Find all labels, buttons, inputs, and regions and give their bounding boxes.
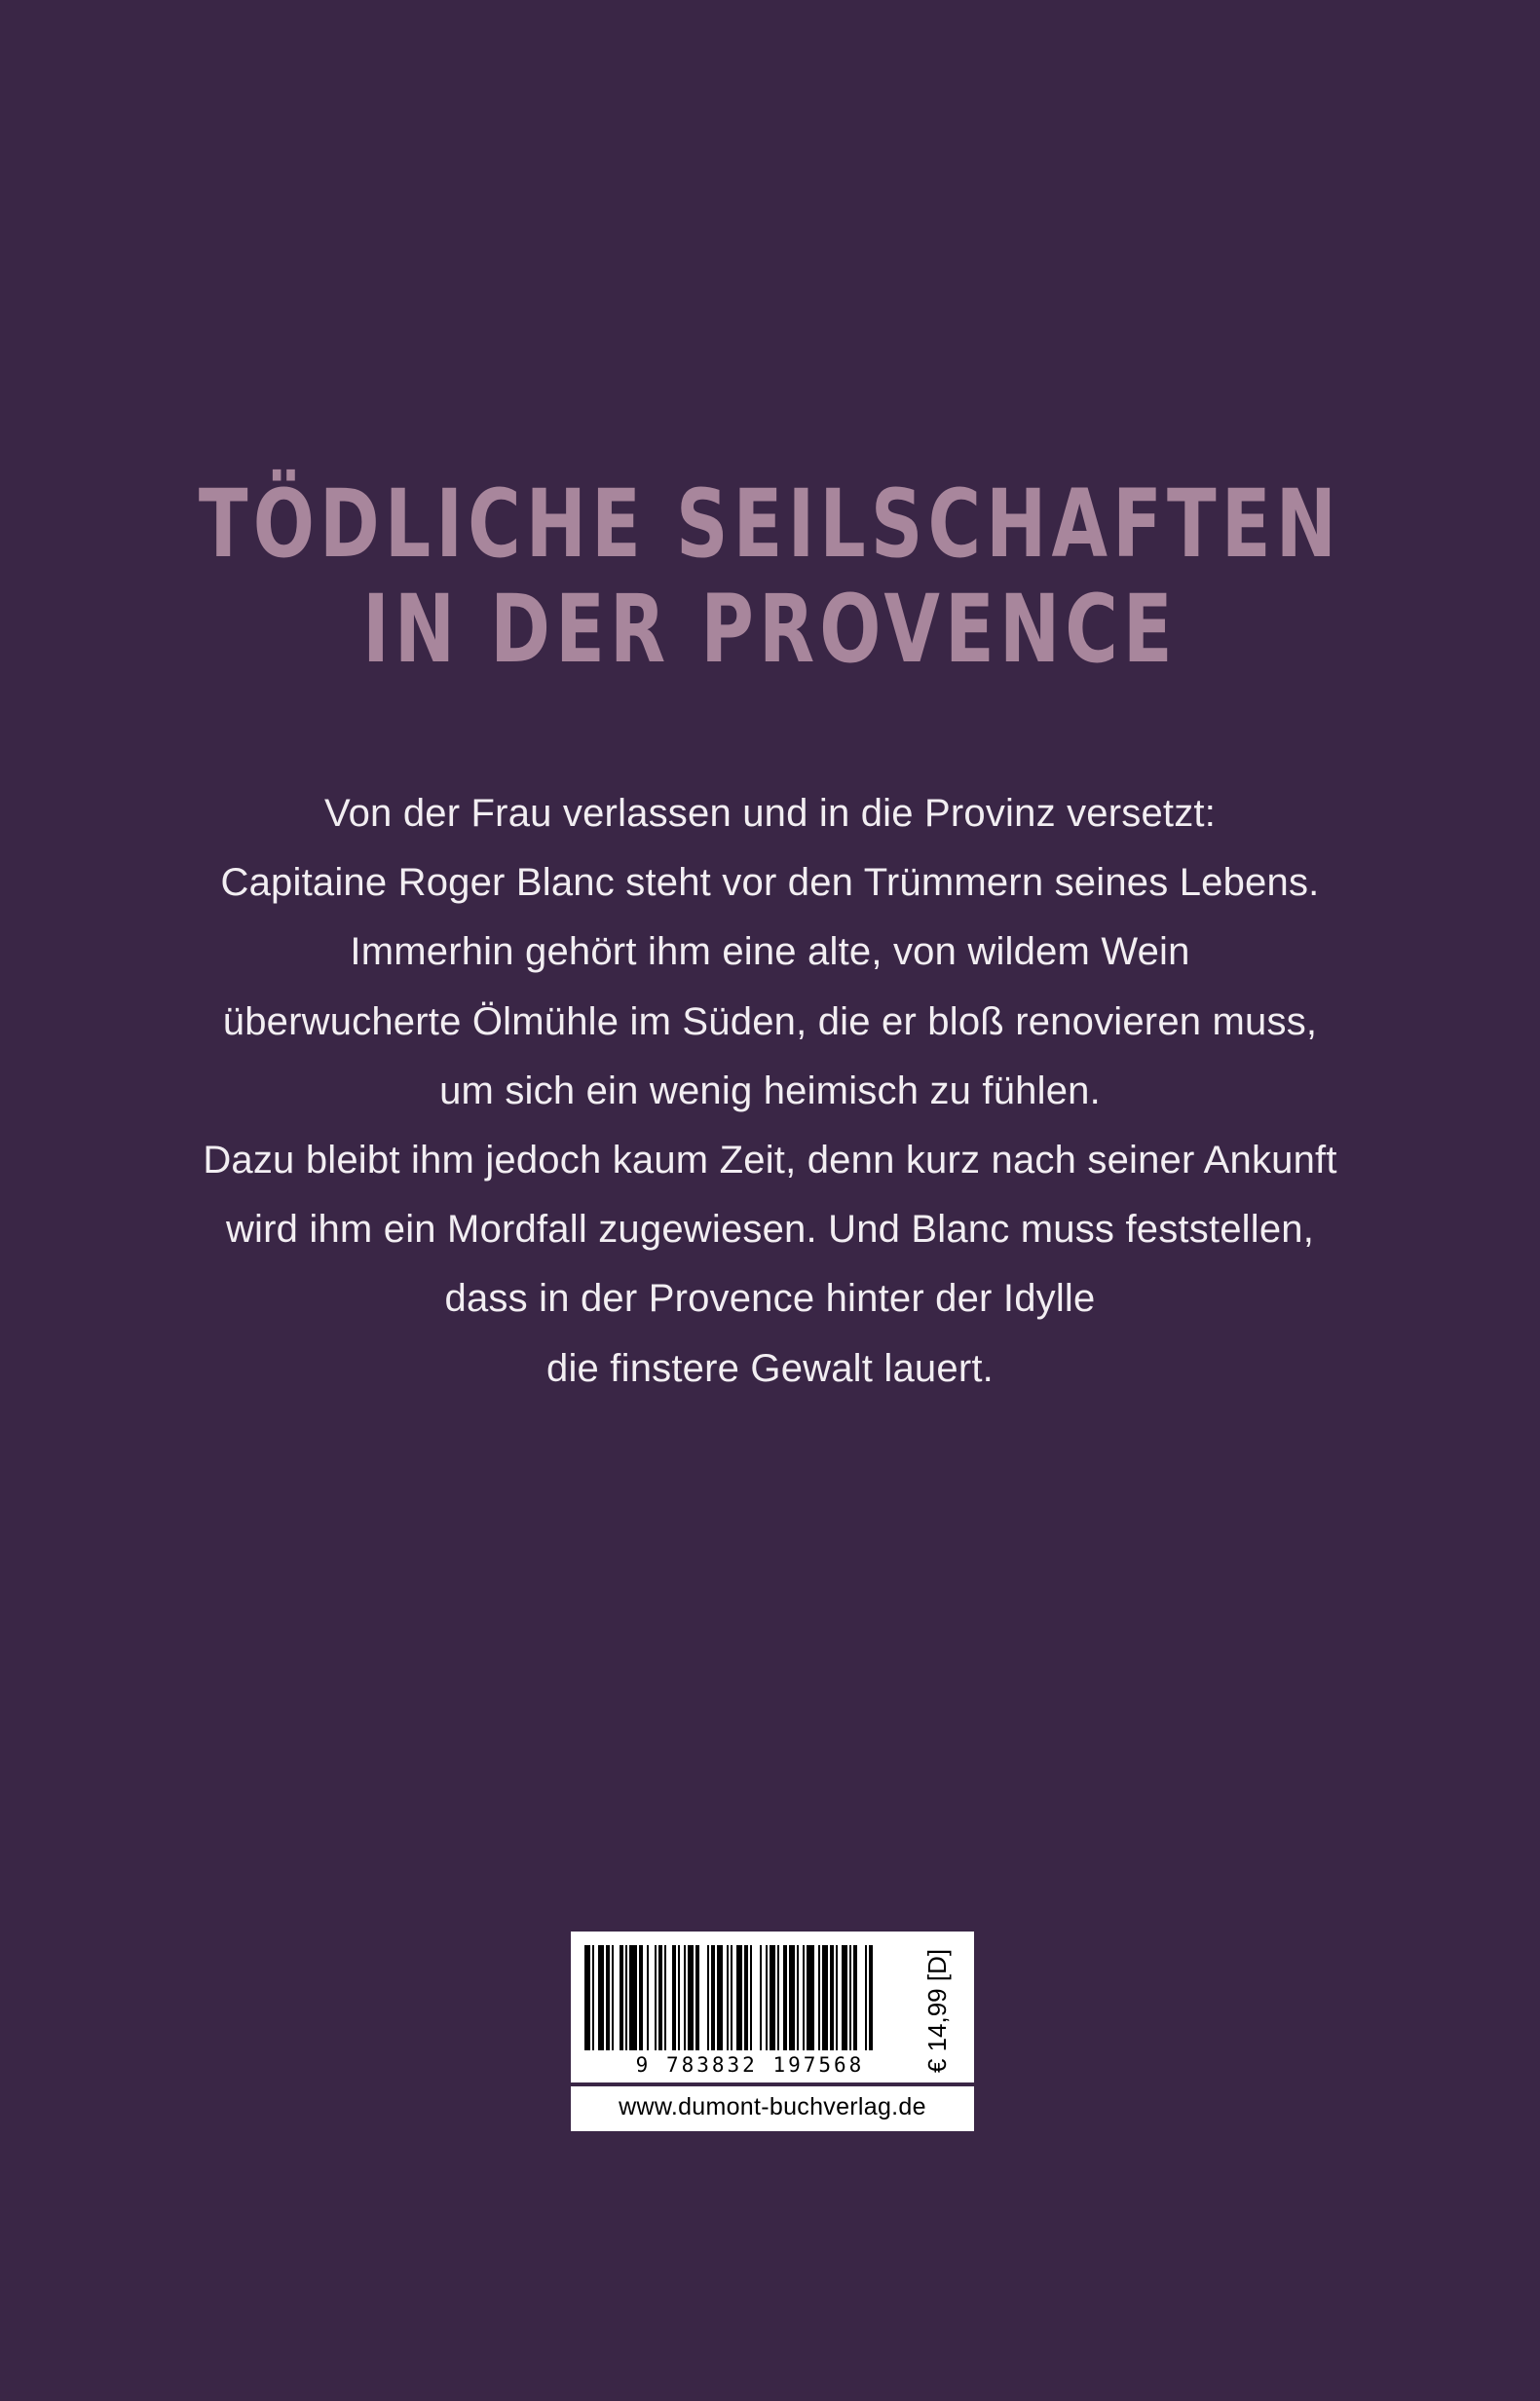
page-title [108,469,1433,684]
blurb-line: dass in der Provence hinter der Idylle [444,1277,1096,1321]
blurb-line: um sich ein wenig heimisch zu fühlen. [439,1069,1101,1112]
blurb-line: Von der Frau verlassen und in die Provinz versetzt: [323,792,1217,835]
barcode-bars-icon [584,1945,916,2050]
publisher-url: www.dumont-buchverlag.de [571,2082,974,2131]
price-label: € 14,99 [D] [922,1948,953,2074]
isbn-digits: 9 783832 197568 [635,2053,865,2077]
blurb-line: Capitaine Roger Blanc steht vor den Trümmern seines Lebens. [220,861,1320,905]
price-area [916,1945,960,2077]
barcode-inner [571,1932,974,2082]
blurb-line: die finstere Gewalt lauert. [546,1346,994,1390]
blurb-line: überwucherte Ölmühle im Süden, die er bloß renovieren muss, [222,999,1318,1043]
blurb-line: wird ihm ein Mordfall zugewiesen. Und Blanc muss feststellen, [225,1208,1315,1252]
page-title-line-1: TÖDLICHE SEILSCHAFTEN [198,469,1342,579]
barcode-bars-area [584,1945,916,2077]
page-title-line-2: IN DER PROVENCE [362,574,1178,684]
blurb-text [0,779,1540,1404]
blurb-line: Immerhin gehört ihm eine alte, von wildem Wein [350,930,1190,974]
blurb-line: Dazu bleibt ihm jedoch kaum Zeit, denn kurz nach seiner Ankunft [203,1138,1337,1182]
barcode-block [571,1932,974,2131]
